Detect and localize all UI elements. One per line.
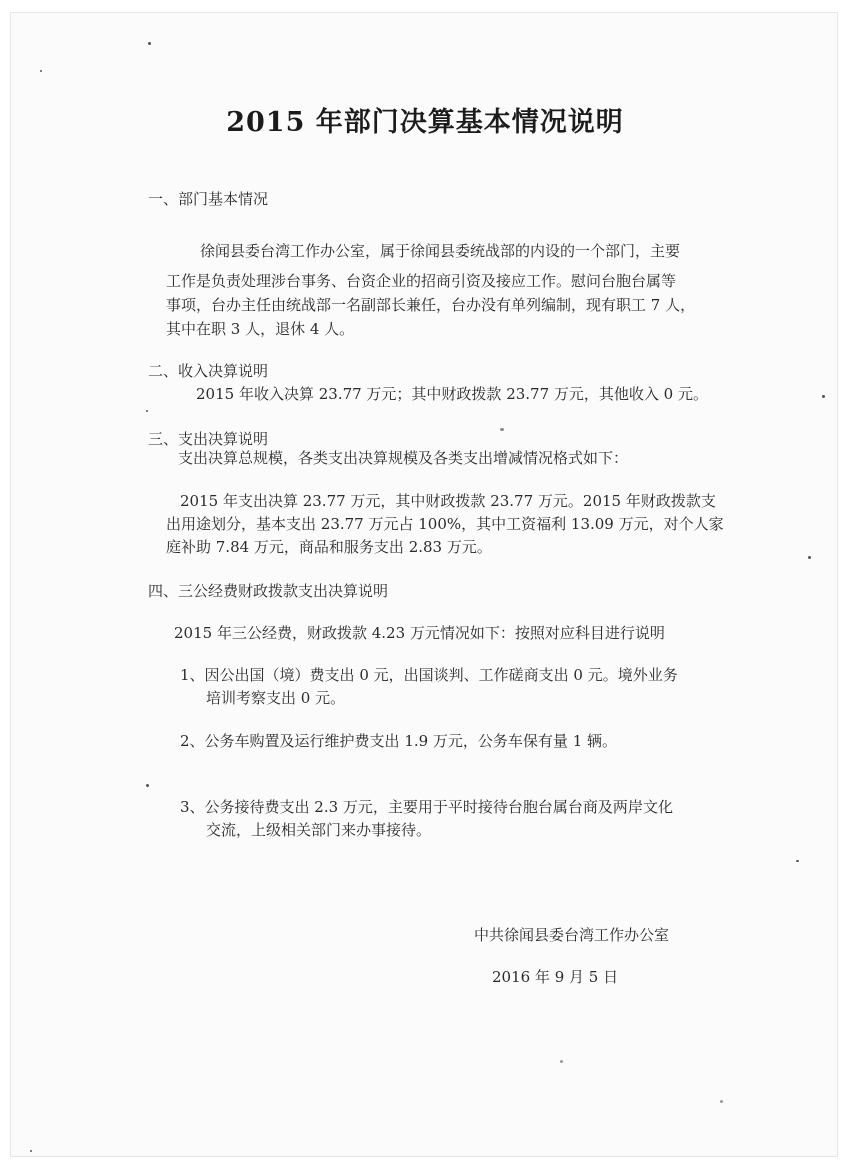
basic-info-line-3: 事项，台办主任由统战部一名副部长兼任，台办没有单列编制，现有职工 7 人， — [166, 296, 696, 314]
expenditure-line-3: 庭补助 7.84 万元，商品和服务支出 2.83 万元。 — [166, 538, 492, 556]
scan-speck — [148, 42, 151, 45]
expenditure-line-2: 出用途划分，基本支出 23.77 万元占 100%，其中工资福利 13.09 万元，对个人家 — [166, 515, 724, 533]
income-paragraph: 2015 年收入决算 23.77 万元；其中财政拨款 23.77 万元，其他收入 0 元。 — [196, 385, 708, 403]
section-heading-basic-info: 一、部门基本情况 — [148, 190, 269, 208]
signature-organization: 中共徐闻县委台湾工作办公室 — [474, 926, 670, 944]
expenditure-intro: 支出决算总规模，各类支出决算规模及各类支出增减情况格式如下： — [178, 449, 629, 467]
scan-speck — [720, 1100, 723, 1103]
scan-speck — [40, 70, 42, 72]
expenditure-line-1: 2015 年支出决算 23.77 万元，其中财政拨款 23.77 万元。2015 年财政拨款支 — [180, 492, 716, 510]
section-heading-income: 二、收入决算说明 — [148, 362, 269, 380]
signature-date: 2016 年 9 月 5 日 — [492, 968, 619, 986]
scan-speck — [500, 428, 504, 431]
basic-info-line-1: 徐闻县委台湾工作办公室，属于徐闻县委统战部的内设的一个部门，主要 — [200, 242, 681, 260]
page-title: 2015 年部门决算基本情况说明 — [226, 107, 624, 138]
three-public-item-1-line-1: 1、因公出国（境）费支出 0 元，出国谈判、工作磋商支出 0 元。境外业务 — [180, 666, 678, 684]
scan-speck — [808, 556, 811, 559]
scan-speck — [796, 860, 799, 862]
scan-speck — [146, 410, 148, 412]
scan-speck — [560, 1060, 563, 1063]
section-heading-three-public: 四、三公经费财政拨款支出决算说明 — [148, 582, 389, 600]
three-public-item-2: 2、公务车购置及运行维护费支出 1.9 万元，公务车保有量 1 辆。 — [180, 732, 618, 750]
basic-info-line-4: 其中在职 3 人，退休 4 人。 — [166, 320, 355, 338]
three-public-item-3-line-1: 3、公务接待费支出 2.3 万元，主要用于平时接待台胞台属台商及两岸文化 — [180, 798, 673, 816]
scan-speck — [146, 784, 149, 787]
basic-info-line-2: 工作是负责处理涉台事务、台资企业的招商引资及接应工作。慰问台胞台属等 — [166, 272, 677, 290]
scan-speck — [30, 1150, 32, 1152]
three-public-item-3-line-2: 交流，上级相关部门来办事接待。 — [206, 821, 432, 839]
scan-speck — [822, 395, 825, 398]
three-public-item-1-line-2: 培训考察支出 0 元。 — [206, 689, 346, 707]
section-heading-expenditure: 三、支出决算说明 — [148, 430, 269, 448]
three-public-intro: 2015 年三公经费，财政拨款 4.23 万元情况如下：按照对应科目进行说明 — [174, 624, 665, 642]
